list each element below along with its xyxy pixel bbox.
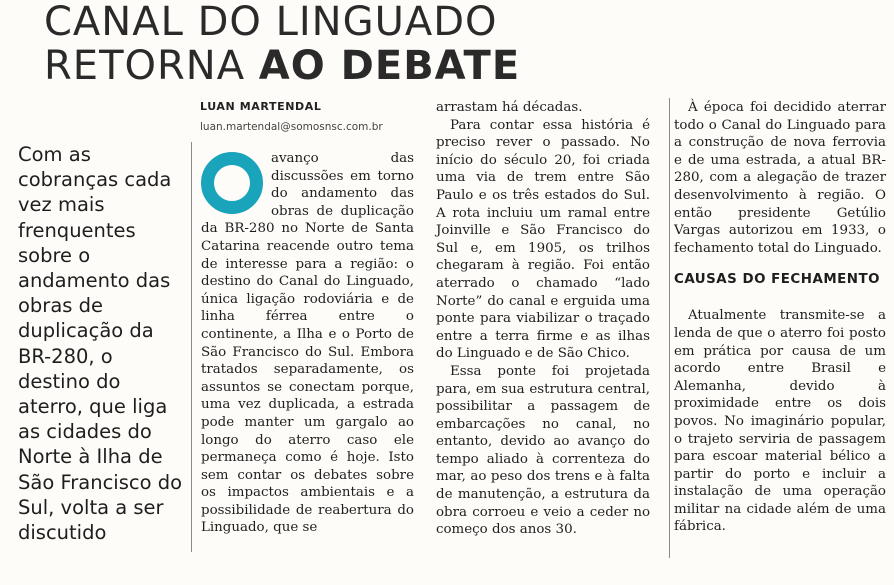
article-column-1 bbox=[201, 150, 414, 537]
article-column-2 bbox=[436, 99, 650, 539]
column-divider bbox=[669, 98, 670, 558]
article-paragraph: Para contar essa história é preciso rever o passado. No início do século 20, foi criada uma via de trem entre São Paulo e os três estados do Sul. A rota incluiu um ramal entre Joinville e São Francisco do Sul e, em 1905, os trilhos chegaram à região. Foi então aterrado o chamado “lado Norte” do canal e erguida uma ponte para viabilizar o traçado entre a terra firme e as ilhas do Linguado e de São Chico. bbox=[436, 117, 650, 362]
article-paragraph: Essa ponte foi projetada para, em sua estrutura central, possibilitar a passagem de embarcações no canal, no entanto, devido ao avanço do tempo aliado à correnteza do mar, ao peso dos trens e à falta de manutenção, a estrutura da obra corroeu e veio a ceder no começo dos anos 30. bbox=[436, 363, 650, 538]
headline-line-2-regular: RETORNA bbox=[44, 43, 259, 89]
article-paragraph: arrastam há décadas. bbox=[436, 100, 583, 115]
author-name: LUAN MARTENDAL bbox=[200, 100, 322, 113]
lead-paragraph: Com as cobranças cada vez mais frenquentes sobre o andamento das obras de duplicação da BR-280, o destino do aterro, que liga as cidades do Norte à Ilha de São Francisco do Sul, volta a ser discutido bbox=[18, 143, 183, 545]
column-divider bbox=[191, 142, 192, 552]
article-paragraph bbox=[201, 150, 414, 537]
article-column-3 bbox=[674, 99, 886, 536]
author-email[interactable]: luan.martendal@somosnsc.com.br bbox=[200, 121, 383, 133]
section-subhead: CAUSAS DO FECHAMENTO bbox=[674, 272, 881, 288]
article-paragraph: À época foi decidido aterrar todo o Canal do Linguado para a construção de nova ferrovia e de uma estrada, a atual BR-280, com a alegação de trazer desenvolvimento à região. O então presidente Getúlio Vargas autorizou em 1933, o fechamento total do Linguado. bbox=[674, 100, 886, 256]
headline bbox=[44, 0, 564, 88]
headline-line-2 bbox=[44, 44, 564, 88]
article-text: avanço das discussões em torno do andamento das obras de duplicação da BR-280 no Norte de Santa Catarina reacende outro tema de interesse para a região: o destino do Canal do Linguado, única ligação rodoviária e de linha férrea entre o continente, a Ilha e o Porto de São Francisco do Sul. Embora tratados separadamente, os assuntos se conectam porque, uma vez duplicada, a estrada pode manter um gargalo ao longo do aterro caso ele permaneça como é hoje. Isto sem contar os debates sobre os impactos ambientais e a possibilidade de reabertura do Linguado, que se bbox=[201, 151, 414, 536]
article-paragraph: Atualmente transmite-se a lenda de que o aterro foi posto em prática por causa de um acordo entre Brasil e Alemanha, devido à proximidade entre os dois povos. No imaginário popular, o trajeto serviria de passagem para escoar material bélico a partir do porto e incluir a instalação de uma operação militar na cidade além de uma fábrica. bbox=[674, 308, 886, 535]
headline-line-1: CANAL DO LINGUADO bbox=[44, 0, 498, 45]
drop-cap-letter-o bbox=[201, 152, 263, 214]
headline-line-2-bold: AO DEBATE bbox=[258, 43, 521, 89]
